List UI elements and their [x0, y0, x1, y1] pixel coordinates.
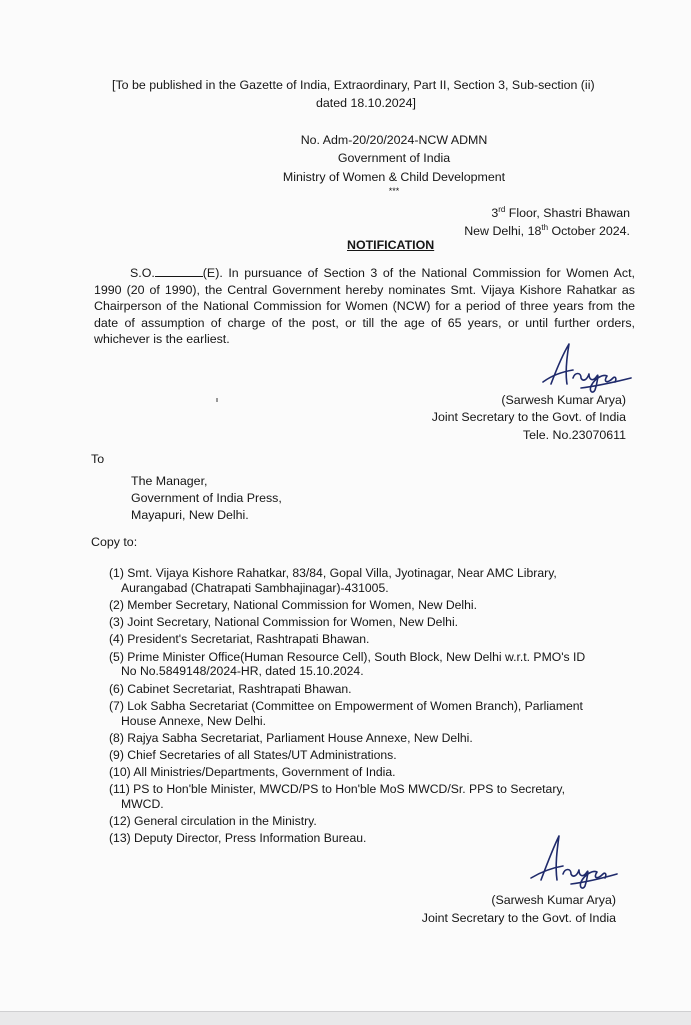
signatory-name-2: (Sarwesh Kumar Arya)	[491, 893, 616, 907]
copy-to-item	[109, 632, 639, 647]
copy-to-item-line-1: (5) Prime Minister Office(Human Resource Cell), South Block, New Delhi w.r.t. PMO's ID	[109, 649, 586, 664]
copy-to-item	[109, 699, 639, 729]
copy-to-item	[109, 782, 639, 812]
copy-to-item-line-2: No No.5849148/2024-HR, dated 15.10.2024.	[121, 664, 364, 679]
signature-image-2	[525, 830, 621, 890]
floor-suffix: rd	[498, 204, 506, 214]
copy-to-item-line-1: (11) PS to Hon'ble Minister, MWCD/PS to Hon'ble MoS MWCD/Sr. PPS to Secretary,	[109, 782, 565, 797]
gazette-line-2: dated 18.10.2024]	[316, 96, 416, 110]
copy-to-label: Copy to:	[91, 535, 138, 549]
date-suffix: th	[541, 222, 549, 232]
copy-to-item-line-1: (2) Member Secretary, National Commission for Women, New Delhi.	[109, 597, 477, 612]
copy-to-item-line-1: (10) All Ministries/Departments, Government of India.	[109, 765, 396, 780]
copy-to-item-line-1: (7) Lok Sabha Secretariat (Committee on Empowerment of Women Branch), Parliament	[109, 698, 583, 713]
recipient-line-2: Government of India Press,	[131, 491, 282, 505]
copy-to-item	[109, 682, 639, 697]
copy-to-item-line-2: MWCD.	[121, 797, 164, 812]
copy-to-item-line-1: (6) Cabinet Secretariat, Rashtrapati Bhawan.	[109, 681, 352, 696]
copy-to-item-line-1: (13) Deputy Director, Press Information Bureau.	[109, 831, 367, 846]
copy-to-item-line-1: (1) Smt. Vijaya Kishore Rahatkar, 83/84, Gopal Villa, Jyotinagar, Near AMC Library,	[109, 566, 557, 580]
copy-to-item	[109, 748, 639, 763]
reference-number: No. Adm-20/20/2024-NCW ADMN	[300, 133, 488, 147]
date-line	[400, 224, 630, 239]
government-line: Government of India	[337, 151, 451, 165]
signatory-designation-2: Joint Secretary to the Govt. of India	[421, 911, 616, 925]
copy-to-item-line-1: (8) Rajya Sabha Secretariat, Parliament House Annexe, New Delhi.	[109, 730, 473, 745]
copy-to-item	[109, 615, 639, 630]
copy-to-item	[109, 566, 639, 596]
to-label: To	[91, 452, 105, 466]
copy-to-list	[109, 566, 639, 849]
address-line	[400, 206, 630, 221]
copy-to-item	[109, 765, 639, 780]
floor-number: 3	[491, 206, 499, 220]
so-prefix: S.O.	[130, 266, 155, 280]
copy-to-item-line-1: (9) Chief Secretaries of all States/UT Administrations.	[109, 747, 397, 762]
scan-speck	[216, 398, 218, 402]
page-bottom-edge	[0, 1011, 691, 1025]
copy-to-item-line-1: (12) General circulation in the Ministry.	[109, 814, 317, 829]
separator-stars: ***	[388, 186, 400, 196]
so-number-blank	[155, 265, 203, 277]
date-rest: October 2024.	[548, 224, 630, 238]
notification-body	[94, 265, 635, 348]
recipient-line-3: Mayapuri, New Delhi.	[131, 508, 249, 522]
notification-text: (E). In pursuance of Section 3 of the National Commission for Women Act, 1990 (20 of 1990), the Central Government hereby nominates Smt. Vijaya Kishore Rahatkar as Chairperson of the National Commission for Women (NCW) for a period of three years from the date of assumption of charge of the post, or till the age of 65 years, or until further orders, whichever is the earliest.	[94, 266, 635, 346]
copy-to-item	[109, 731, 639, 746]
copy-to-item	[109, 814, 639, 829]
copy-to-item-line-2: Aurangabad (Chatrapati Sambhajinagar)-431005.	[121, 580, 389, 595]
signature-image-1	[537, 338, 635, 394]
copy-to-item	[109, 598, 639, 613]
signatory-name-1: (Sarwesh Kumar Arya)	[501, 393, 626, 407]
ministry-line: Ministry of Women & Child Development	[282, 170, 506, 184]
floor-rest: Floor, Shastri Bhawan	[505, 206, 630, 220]
notification-title: NOTIFICATION	[347, 238, 435, 252]
recipient-line-1: The Manager,	[131, 474, 208, 488]
signatory-telephone: Tele. No.23070611	[522, 428, 626, 442]
copy-to-item-line-1: (4) President's Secretariat, Rashtrapati Bhawan.	[109, 632, 370, 647]
date-prefix: New Delhi, 18	[464, 224, 542, 238]
signatory-designation-1: Joint Secretary to the Govt. of India	[431, 410, 626, 424]
copy-to-item-line-1: (3) Joint Secretary, National Commission for Women, New Delhi.	[109, 615, 459, 630]
copy-to-item-line-2: House Annexe, New Delhi.	[121, 713, 266, 728]
gazette-line-1: [To be published in the Gazette of India, Extraordinary, Part II, Section 3, Sub-section (ii)	[112, 78, 595, 92]
copy-to-item	[109, 650, 639, 680]
